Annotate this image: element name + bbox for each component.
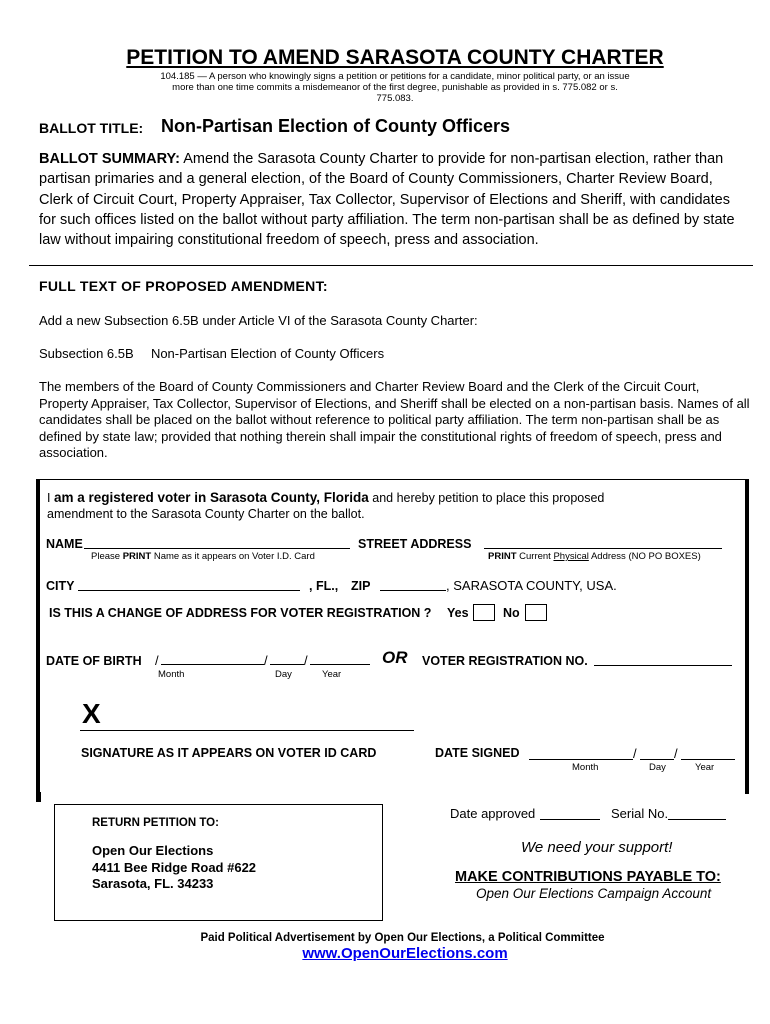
name-hint-post: Name as it appears on Voter I.D. Card [151,551,315,562]
website-link[interactable]: www.OpenOurElections.com [302,945,508,962]
change-address-question: IS THIS A CHANGE OF ADDRESS FOR VOTER REGISTRATION ? [49,606,432,620]
return-address [92,843,256,893]
no-checkbox[interactable] [525,604,547,621]
paid-ad-disclaimer: Paid Political Advertisement by Open Our Elections, a Political Committee [200,932,605,944]
voter-statement-line2: amendment to the Sarasota County Charter on the ballot. [47,507,365,521]
date-approved-label: Date approved [450,806,536,821]
date-signed-year-field[interactable] [681,759,735,760]
no-label: No [503,606,520,620]
contrib-account: Open Our Elections Campaign Account [476,886,712,901]
divider [29,265,753,266]
signature-x: X [82,698,101,729]
signature-label: SIGNATURE AS IT APPEARS ON VOTER ID CARD [81,746,377,760]
street-hint-underlined: Physical [553,551,589,562]
form-box-corner [36,792,41,802]
dob-year-field[interactable] [310,664,370,665]
dob-slash: / [155,653,159,668]
ballot-summary-label: BALLOT SUMMARY: [39,151,180,167]
yes-label: Yes [447,606,469,620]
city-field[interactable] [78,590,300,591]
dob-month-caption: Month [158,669,185,680]
dob-day-field[interactable] [270,664,304,665]
dob-month-field[interactable] [161,664,264,665]
or-label: OR [382,648,408,667]
subsection-title: Non-Partisan Election of County Officers [150,346,385,361]
statute-line: more than one time commits a misdemeanor of the first degree, punishable as provided in s. 775.082 or s. [172,82,618,93]
yes-checkbox[interactable] [473,604,495,621]
date-signed-slash: / [633,746,637,761]
date-signed-day-caption: Day [649,762,666,773]
support-text: We need your support! [521,839,673,856]
name-hint [91,551,315,562]
voter-statement-prefix: I [47,491,54,505]
zip-label: ZIP [351,579,371,593]
ballot-summary [39,149,739,250]
subsection-label: Subsection 6.5B [39,346,134,361]
street-field[interactable] [484,548,722,549]
street-hint-bold: PRINT [488,551,517,562]
date-signed-slash: / [674,746,678,761]
zip-field[interactable] [380,590,446,591]
return-address-line2: Sarasota, FL. 34233 [92,876,214,891]
return-address-line1: 4411 Bee Ridge Road #622 [92,859,257,875]
statute-notice [120,71,670,104]
date-signed-month-caption: Month [572,762,599,773]
city-label: CITY [46,579,75,593]
dob-slash: / [264,653,268,668]
street-label: STREET ADDRESS [358,537,472,551]
date-signed-day-field[interactable] [640,759,674,760]
ballot-title-value: Non-Partisan Election of County Officers [161,116,511,136]
voter-statement-rest: and hereby petition to place this proposed [368,491,605,505]
voter-reg-label: VOTER REGISTRATION NO. [422,654,588,668]
dob-label: DATE OF BIRTH [46,654,142,668]
statute-line: 104.185 — A person who knowingly signs a petition or petitions for a candidate, minor political party, or an issue [160,71,630,82]
signature-field[interactable] [80,730,414,731]
date-approved-field[interactable] [540,819,600,820]
ballot-title-label: BALLOT TITLE: [39,120,144,136]
name-hint-pre: Please [91,551,123,562]
serial-label: Serial No. [611,806,669,821]
fl-label: , FL., [309,579,339,593]
street-hint-post: Address (NO PO BOXES) [588,551,701,562]
contrib-heading: MAKE CONTRIBUTIONS PAYABLE TO: [455,869,721,885]
name-field[interactable] [84,548,350,549]
ballot-summary-text: Amend the Sarasota County Charter to provide for non-partisan election, rather than partisan primaries and a general election, of the Board of County Commissioners, Charter Review Board, Clerk of Circuit Court, Property Appraiser, Tax Collector, Supervisor of Elections and Sheriff, with candidates for such offices listed on the ballot without party affiliation. The term non-partisan shall be as defined by state law without impairing constitutional freedom of speech, press and association. [39,151,735,249]
subsection-heading [39,346,749,363]
serial-field[interactable] [668,819,726,820]
voter-statement [47,490,727,522]
dob-year-caption: Year [322,669,342,680]
street-hint [488,551,701,562]
dob-slash: / [304,653,308,668]
county-text: , SARASOTA COUNTY, USA. [446,578,617,593]
statute-line: 775.083. [376,93,414,104]
full-text-heading: FULL TEXT OF PROPOSED AMENDMENT: [39,278,328,294]
voter-reg-field[interactable] [594,665,732,666]
street-hint-mid: Current [516,551,554,562]
return-heading: RETURN PETITION TO: [92,817,219,829]
amendment-body: The members of the Board of County Commissioners and Charter Review Board and the Clerk of the Circuit Court, Property Appraiser, Tax Collector, Supervisor of Elections, and Sheriff shall be elected on a non-partisan basis. Names of all candidates shall be placed on the ballot without reference to political party affiliation. The term non-partisan shall be as defined by state law; provided that nothing therein shall impair the constitutional rights of freedom of speech, press and association. [39,379,750,460]
name-label: NAME [46,537,83,551]
page-title: PETITION TO AMEND SARASOTA COUNTY CHARTER [126,46,664,69]
dob-day-caption: Day [275,669,292,680]
voter-statement-bold: am a registered voter in Sarasota County, Florida [53,490,369,505]
return-org: Open Our Elections [92,843,214,858]
full-text-intro: Add a new Subsection 6.5B under Article VI of the Sarasota County Charter: [39,313,478,328]
name-hint-bold: PRINT [122,551,152,562]
date-signed-month-field[interactable] [529,759,633,760]
date-signed-year-caption: Year [695,762,715,773]
date-signed-label: DATE SIGNED [435,746,520,760]
